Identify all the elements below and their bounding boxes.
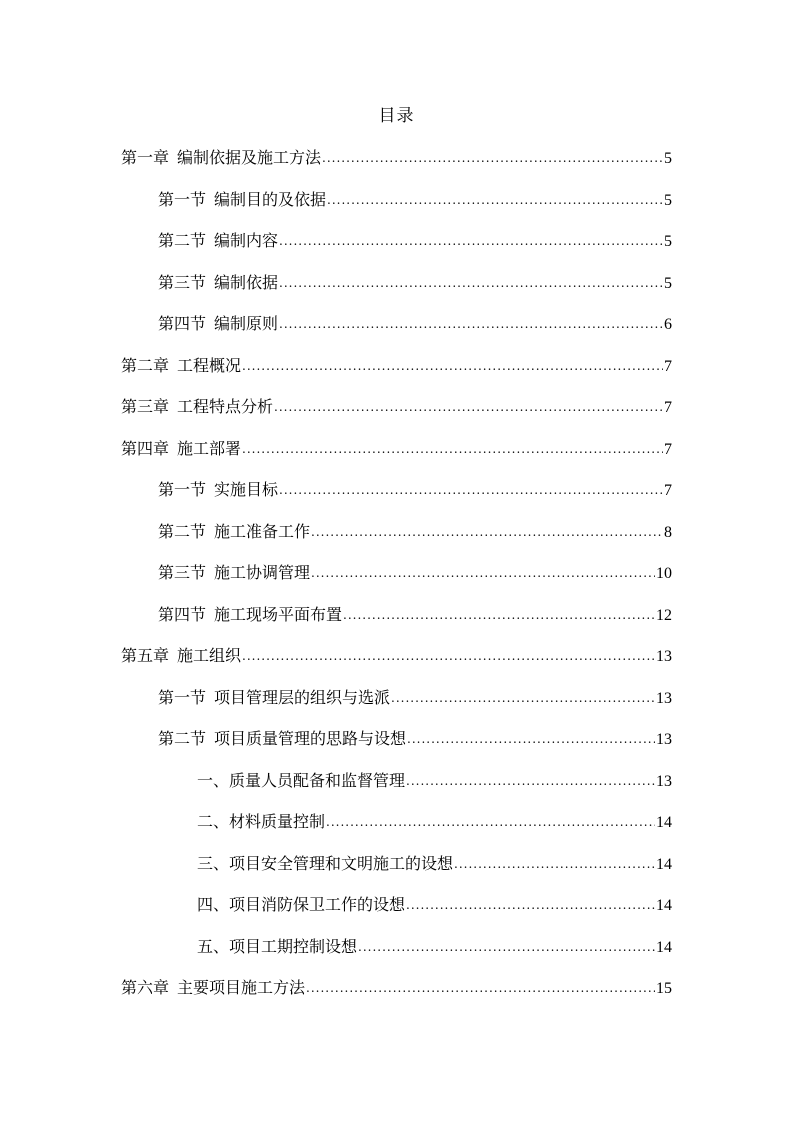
- toc-dot-leader: [306, 975, 655, 1001]
- toc-entry-label: [158, 270, 278, 296]
- toc-dot-leader: [358, 934, 655, 960]
- toc-dot-leader: [279, 228, 663, 254]
- toc-dot-leader: [407, 726, 655, 752]
- toc-entry[interactable]: [121, 145, 672, 171]
- toc-page-number: 14: [656, 855, 672, 873]
- toc-entry[interactable]: [121, 975, 672, 1001]
- toc-entry[interactable]: [197, 809, 672, 835]
- toc-entry-label: [158, 685, 390, 711]
- toc-entry[interactable]: [121, 394, 672, 420]
- toc-entry-label: [158, 726, 406, 752]
- toc-entry-text: 二、材料质量控制: [197, 812, 326, 831]
- toc-dot-leader: [311, 560, 655, 586]
- toc-entry-text: 主要项目施工方法: [177, 978, 306, 997]
- toc-page-number: 6: [664, 316, 672, 333]
- toc-entry[interactable]: [158, 602, 672, 628]
- toc-entry-text: 实施目标: [214, 480, 279, 499]
- toc-entry-label: [197, 892, 405, 918]
- toc-entry-label: [158, 477, 278, 503]
- toc-entry-label: [121, 145, 321, 171]
- toc-entry[interactable]: [121, 353, 672, 379]
- toc-dot-leader: [322, 145, 663, 171]
- toc-dot-leader: [406, 768, 655, 794]
- toc-page-number: 5: [664, 150, 672, 167]
- toc-entry-text: 施工组织: [177, 646, 242, 665]
- toc-entry[interactable]: [158, 726, 672, 752]
- toc-entry-number: 第四节: [158, 604, 207, 624]
- toc-page-number: 14: [656, 814, 672, 831]
- toc-entry-text: 编制内容: [214, 231, 279, 250]
- toc-page-number: 13: [656, 772, 672, 790]
- toc-entry-text: 三、项目安全管理和文明施工的设想: [197, 853, 454, 873]
- toc-page-number: 13: [656, 731, 672, 748]
- toc-entry-label: [197, 809, 325, 835]
- toc-entry-text: 编制原则: [214, 314, 279, 333]
- toc-dot-leader: [242, 436, 663, 462]
- toc-dot-leader: [311, 519, 663, 545]
- toc-entry-label: [158, 560, 310, 586]
- toc-entry-number: 第四章: [121, 438, 170, 458]
- toc-page-number: 13: [656, 648, 672, 665]
- toc-dot-leader: [279, 311, 663, 337]
- toc-entry[interactable]: [121, 643, 672, 669]
- toc-entry[interactable]: [158, 270, 672, 296]
- toc-entry-text: 施工协调管理: [214, 563, 311, 582]
- toc-entry-label: [158, 228, 278, 254]
- toc-entry-text: 编制依据: [214, 272, 279, 292]
- toc-dot-leader: [327, 187, 663, 213]
- toc-dot-leader: [406, 892, 655, 918]
- toc-entry-text: 施工现场平面布置: [214, 604, 343, 624]
- toc-entry-label: [197, 851, 453, 877]
- toc-entry-label: [197, 934, 357, 960]
- toc-entry[interactable]: [158, 560, 672, 586]
- toc-entry-number: 第三节: [158, 563, 207, 582]
- toc-page-number: 7: [664, 357, 672, 375]
- toc-entry-text: 工程概况: [177, 355, 242, 375]
- toc-dot-leader: [326, 809, 655, 835]
- toc-entry-label: [158, 187, 326, 213]
- toc-entry-text: 项目管理层的组织与选派: [214, 687, 391, 707]
- toc-entry[interactable]: [121, 436, 672, 462]
- toc-entry-label: [197, 768, 405, 794]
- toc-entry-number: 第五章: [121, 646, 170, 665]
- toc-entry-label: [158, 311, 278, 337]
- toc-entry-number: 第四节: [158, 314, 207, 333]
- toc-entry-number: 第二章: [121, 355, 170, 375]
- toc-entry-text: 施工准备工作: [214, 521, 311, 541]
- toc-dot-leader: [242, 353, 663, 379]
- toc-entry-number: 第一章: [121, 148, 170, 167]
- toc-entry-number: 第三章: [121, 397, 170, 416]
- toc-page-number: 15: [656, 980, 672, 997]
- toc-dot-leader: [242, 643, 655, 669]
- toc-page-number: 7: [664, 399, 672, 416]
- toc-page-number: 14: [656, 897, 672, 914]
- toc-entry-text: 施工部署: [177, 438, 242, 458]
- toc-page-number: 5: [664, 274, 672, 292]
- toc-entry-number: 第二节: [158, 231, 207, 250]
- toc-entry[interactable]: [158, 685, 672, 711]
- toc-entry-number: 第一节: [158, 189, 207, 209]
- toc-entry[interactable]: [158, 477, 672, 503]
- toc-entry-number: 第二节: [158, 521, 207, 541]
- toc-page-number: 14: [656, 938, 672, 956]
- toc-page-number: 13: [656, 689, 672, 707]
- toc-title: 目录: [378, 106, 415, 126]
- toc-entry-text: 编制目的及依据: [214, 189, 327, 209]
- toc-page-number: 5: [664, 191, 672, 209]
- toc-dot-leader: [391, 685, 655, 711]
- toc-entry-text: 一、质量人员配备和监督管理: [197, 770, 406, 790]
- toc-entry[interactable]: [197, 851, 672, 877]
- toc-entry-text: 项目质量管理的思路与设想: [214, 729, 407, 748]
- toc-entry[interactable]: [197, 768, 672, 794]
- toc-dot-leader: [279, 477, 663, 503]
- toc-entry-label: [121, 436, 241, 462]
- toc-entry-label: [121, 394, 273, 420]
- toc-entry[interactable]: [158, 228, 672, 254]
- toc-entry-label: [121, 975, 305, 1001]
- toc-entry-label: [158, 602, 342, 628]
- toc-entry-label: [121, 643, 241, 669]
- toc-entry-text: 工程特点分析: [177, 397, 274, 416]
- toc-entry-text: 编制依据及施工方法: [177, 148, 322, 167]
- toc-dot-leader: [343, 602, 655, 628]
- toc-page-number: 7: [664, 440, 672, 458]
- toc-page-number: 8: [664, 523, 672, 541]
- toc-page-number: 10: [656, 565, 672, 582]
- toc-entry-text: 五、项目工期控制设想: [197, 936, 358, 956]
- toc-page-number: 5: [664, 233, 672, 250]
- toc-dot-leader: [274, 394, 663, 420]
- toc-entry-number: 第三节: [158, 272, 207, 292]
- toc-entry-text: 四、项目消防保卫工作的设想: [197, 895, 406, 914]
- toc-entry-number: 第二节: [158, 729, 207, 748]
- toc-entry-label: [158, 519, 310, 545]
- toc-dot-leader: [454, 851, 655, 877]
- toc-entry[interactable]: [158, 311, 672, 337]
- toc-entry-number: 第一节: [158, 687, 207, 707]
- toc-entry[interactable]: [158, 519, 672, 545]
- toc-page-number: 12: [656, 606, 672, 624]
- toc-entry[interactable]: [197, 892, 672, 918]
- toc-page-number: 7: [664, 482, 672, 499]
- toc-entry[interactable]: [197, 934, 672, 960]
- toc-dot-leader: [279, 270, 663, 296]
- toc-entry-label: [121, 353, 241, 379]
- toc-entry-number: 第六章: [121, 978, 170, 997]
- toc-entry[interactable]: [158, 187, 672, 213]
- toc-entry-number: 第一节: [158, 480, 207, 499]
